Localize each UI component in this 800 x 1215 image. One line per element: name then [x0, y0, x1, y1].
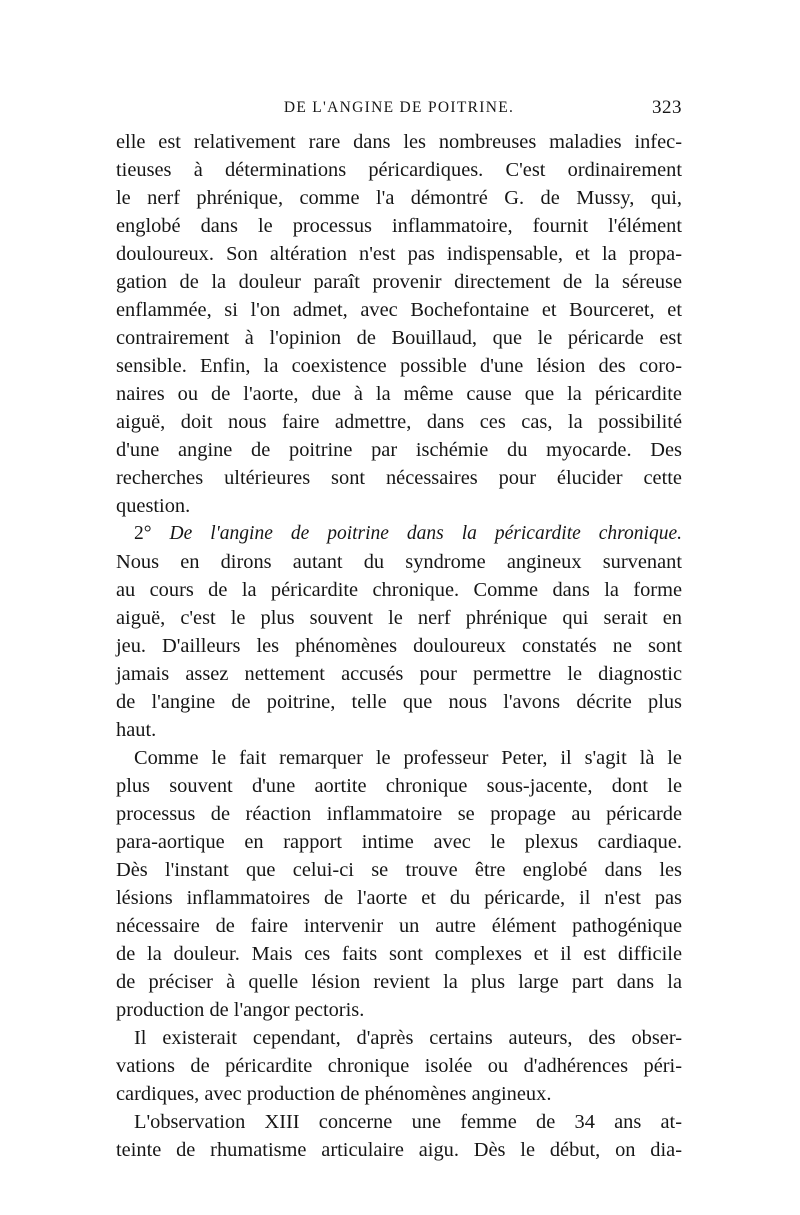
text-line: nécessaire de faire intervenir un autre élément pathogénique — [116, 915, 682, 937]
text-line: Il existerait cependant, d'après certains auteurs, des obser- — [134, 1027, 682, 1049]
page-number: 323 — [652, 97, 682, 118]
text-line: Dès l'instant que celui-ci se trouve être englobé dans les — [116, 859, 682, 881]
text-line: de l'angine de poitrine, telle que nous l'avons décrite plus — [116, 691, 682, 713]
text-line: aiguë, c'est le plus souvent le nerf phrénique qui serait en — [116, 607, 682, 629]
text-line: processus de réaction inflammatoire se propage au péricarde — [116, 803, 682, 825]
text-line: englobé dans le processus inflammatoire, fournit l'élément — [116, 215, 682, 237]
text-line: jamais assez nettement accusés pour permettre le diagnostic — [116, 663, 682, 685]
text-line: aiguë, doit nous faire admettre, dans ces cas, la possibilité — [116, 411, 682, 433]
running-title: DE L'ANGINE DE POITRINE. — [283, 99, 515, 116]
text-line: para-aortique en rapport intime avec le plexus cardiaque. — [116, 831, 682, 853]
text-line: Comme le fait remarquer le professeur Peter, il s'agit là le — [134, 747, 682, 769]
text-line: question. — [116, 495, 191, 517]
text-line: gation de la douleur paraît provenir directement de la séreuse — [116, 271, 682, 293]
running-head — [116, 97, 682, 121]
text-line: de la douleur. Mais ces faits sont complexes et il est difficile — [116, 943, 682, 965]
text-line: haut. — [116, 719, 157, 741]
text-line: tieuses à déterminations péricardiques. C'est ordinairement — [116, 159, 682, 181]
text-line: plus souvent d'une aortite chronique sous-jacente, dont le — [116, 775, 682, 797]
text-line: d'une angine de poitrine par ischémie du myocarde. Des — [116, 439, 682, 461]
text-line: jeu. D'ailleurs les phénomènes douloureux constatés ne sont — [116, 635, 682, 657]
text-line: elle est relativement rare dans les nombreuses maladies infec- — [116, 131, 682, 153]
text-line: de préciser à quelle lésion revient la plus large part dans la — [116, 971, 682, 993]
text-line: sensible. Enfin, la coexistence possible d'une lésion des coro- — [116, 355, 682, 377]
text-line: teinte de rhumatisme articulaire aigu. Dès le début, on dia- — [116, 1139, 682, 1161]
text-line: Nous en dirons autant du syndrome angineux survenant — [116, 551, 682, 573]
text-line: le nerf phrénique, comme l'a démontré G. de Mussy, qui, — [116, 187, 682, 209]
text-line: douloureux. Son altération n'est pas indispensable, et la propa- — [116, 243, 682, 265]
section-heading — [134, 520, 682, 548]
text-line: lésions inflammatoires de l'aorte et du péricarde, il n'est pas — [116, 887, 682, 909]
text-line: enflammée, si l'on admet, avec Bochefontaine et Bourceret, et — [116, 299, 682, 321]
text-line: au cours de la péricardite chronique. Comme dans la forme — [116, 579, 682, 601]
text-line: recherches ultérieures sont nécessaires pour élucider cette — [116, 467, 682, 489]
text-line: production de l'angor pectoris. — [116, 999, 365, 1021]
text-line: vations de péricardite chronique isolée ou d'adhérences péri- — [116, 1055, 682, 1077]
text-line: cardiques, avec production de phénomènes angineux. — [116, 1083, 552, 1105]
section-number: 2° — [134, 523, 170, 544]
section-title: De l'angine de poitrine dans la péricardite chronique. — [169, 523, 682, 544]
text-line: contrairement à l'opinion de Bouillaud, que le péricarde est — [116, 327, 682, 349]
text-line: L'observation XIII concerne une femme de 34 ans at- — [134, 1111, 682, 1133]
text-line: naires ou de l'aorte, due à la même cause que la péricardite — [116, 383, 682, 405]
